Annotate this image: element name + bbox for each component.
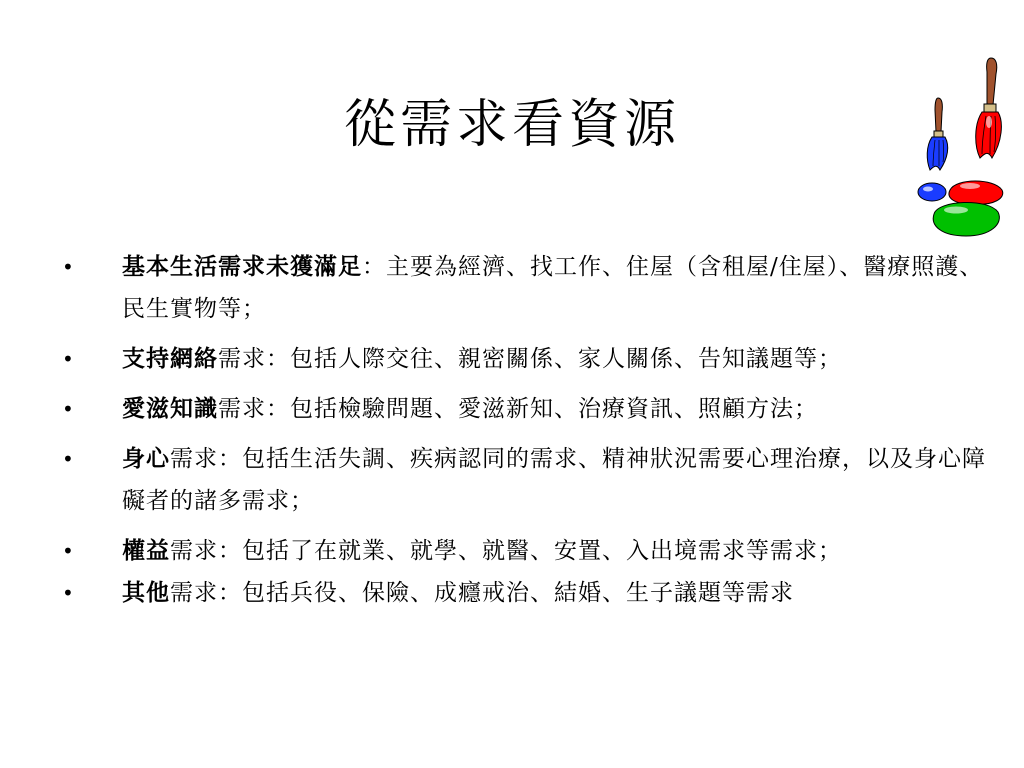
bullet-keyword: 其他	[122, 579, 170, 606]
bullet-text: 需求：包括生活失調、疾病認同的需求、精神狀況需要心理治療，以及身心障礙者的諸多需求；	[122, 446, 986, 514]
blue-paintbrush-icon	[927, 98, 948, 170]
bullet-icon: •	[62, 255, 75, 279]
bullet-text: ：主要為經濟、找工作、住屋（含租屋/住屋）、醫療照護、民生實物等；	[122, 254, 984, 322]
bullet-item-support-network	[60, 338, 1004, 380]
bullet-item-mind-body	[60, 438, 1004, 522]
bullet-keyword: 權益	[122, 537, 170, 564]
bullet-text: 需求：包括人際交往、親密關係、家人關係、告知議題等；	[218, 346, 842, 372]
red-paintbrush-icon	[976, 58, 1002, 158]
paint-blobs-icon	[918, 181, 1003, 236]
bullet-keyword: 支持網絡	[122, 345, 218, 372]
bullet-text: 需求：包括檢驗問題、愛滋新知、治療資訊、照顧方法；	[218, 396, 818, 422]
bullet-keyword: 基本生活需求未獲滿足	[122, 253, 362, 280]
bullet-list	[60, 246, 1004, 614]
bullet-item-basic-needs	[60, 246, 1004, 330]
bullet-keyword: 愛滋知識	[122, 395, 218, 422]
bullet-item-other	[60, 572, 1004, 614]
slide-title: 從需求看資源	[343, 95, 680, 155]
bullet-icon: •	[62, 539, 75, 563]
bullet-icon: •	[62, 397, 75, 421]
bullet-text: 需求：包括兵役、保險、成癮戒治、結婚、生子議題等需求	[170, 580, 794, 606]
bullet-item-aids-knowledge	[60, 388, 1004, 430]
bullet-icon: •	[62, 447, 75, 471]
bullet-text: 需求：包括了在就業、就學、就醫、安置、入出境需求等需求；	[170, 538, 842, 564]
paintbrush-palette-icon	[910, 50, 1010, 250]
bullet-keyword: 身心	[122, 445, 170, 472]
bullet-item-rights	[60, 530, 1004, 572]
bullet-icon: •	[62, 581, 75, 605]
bullet-icon: •	[62, 347, 75, 371]
